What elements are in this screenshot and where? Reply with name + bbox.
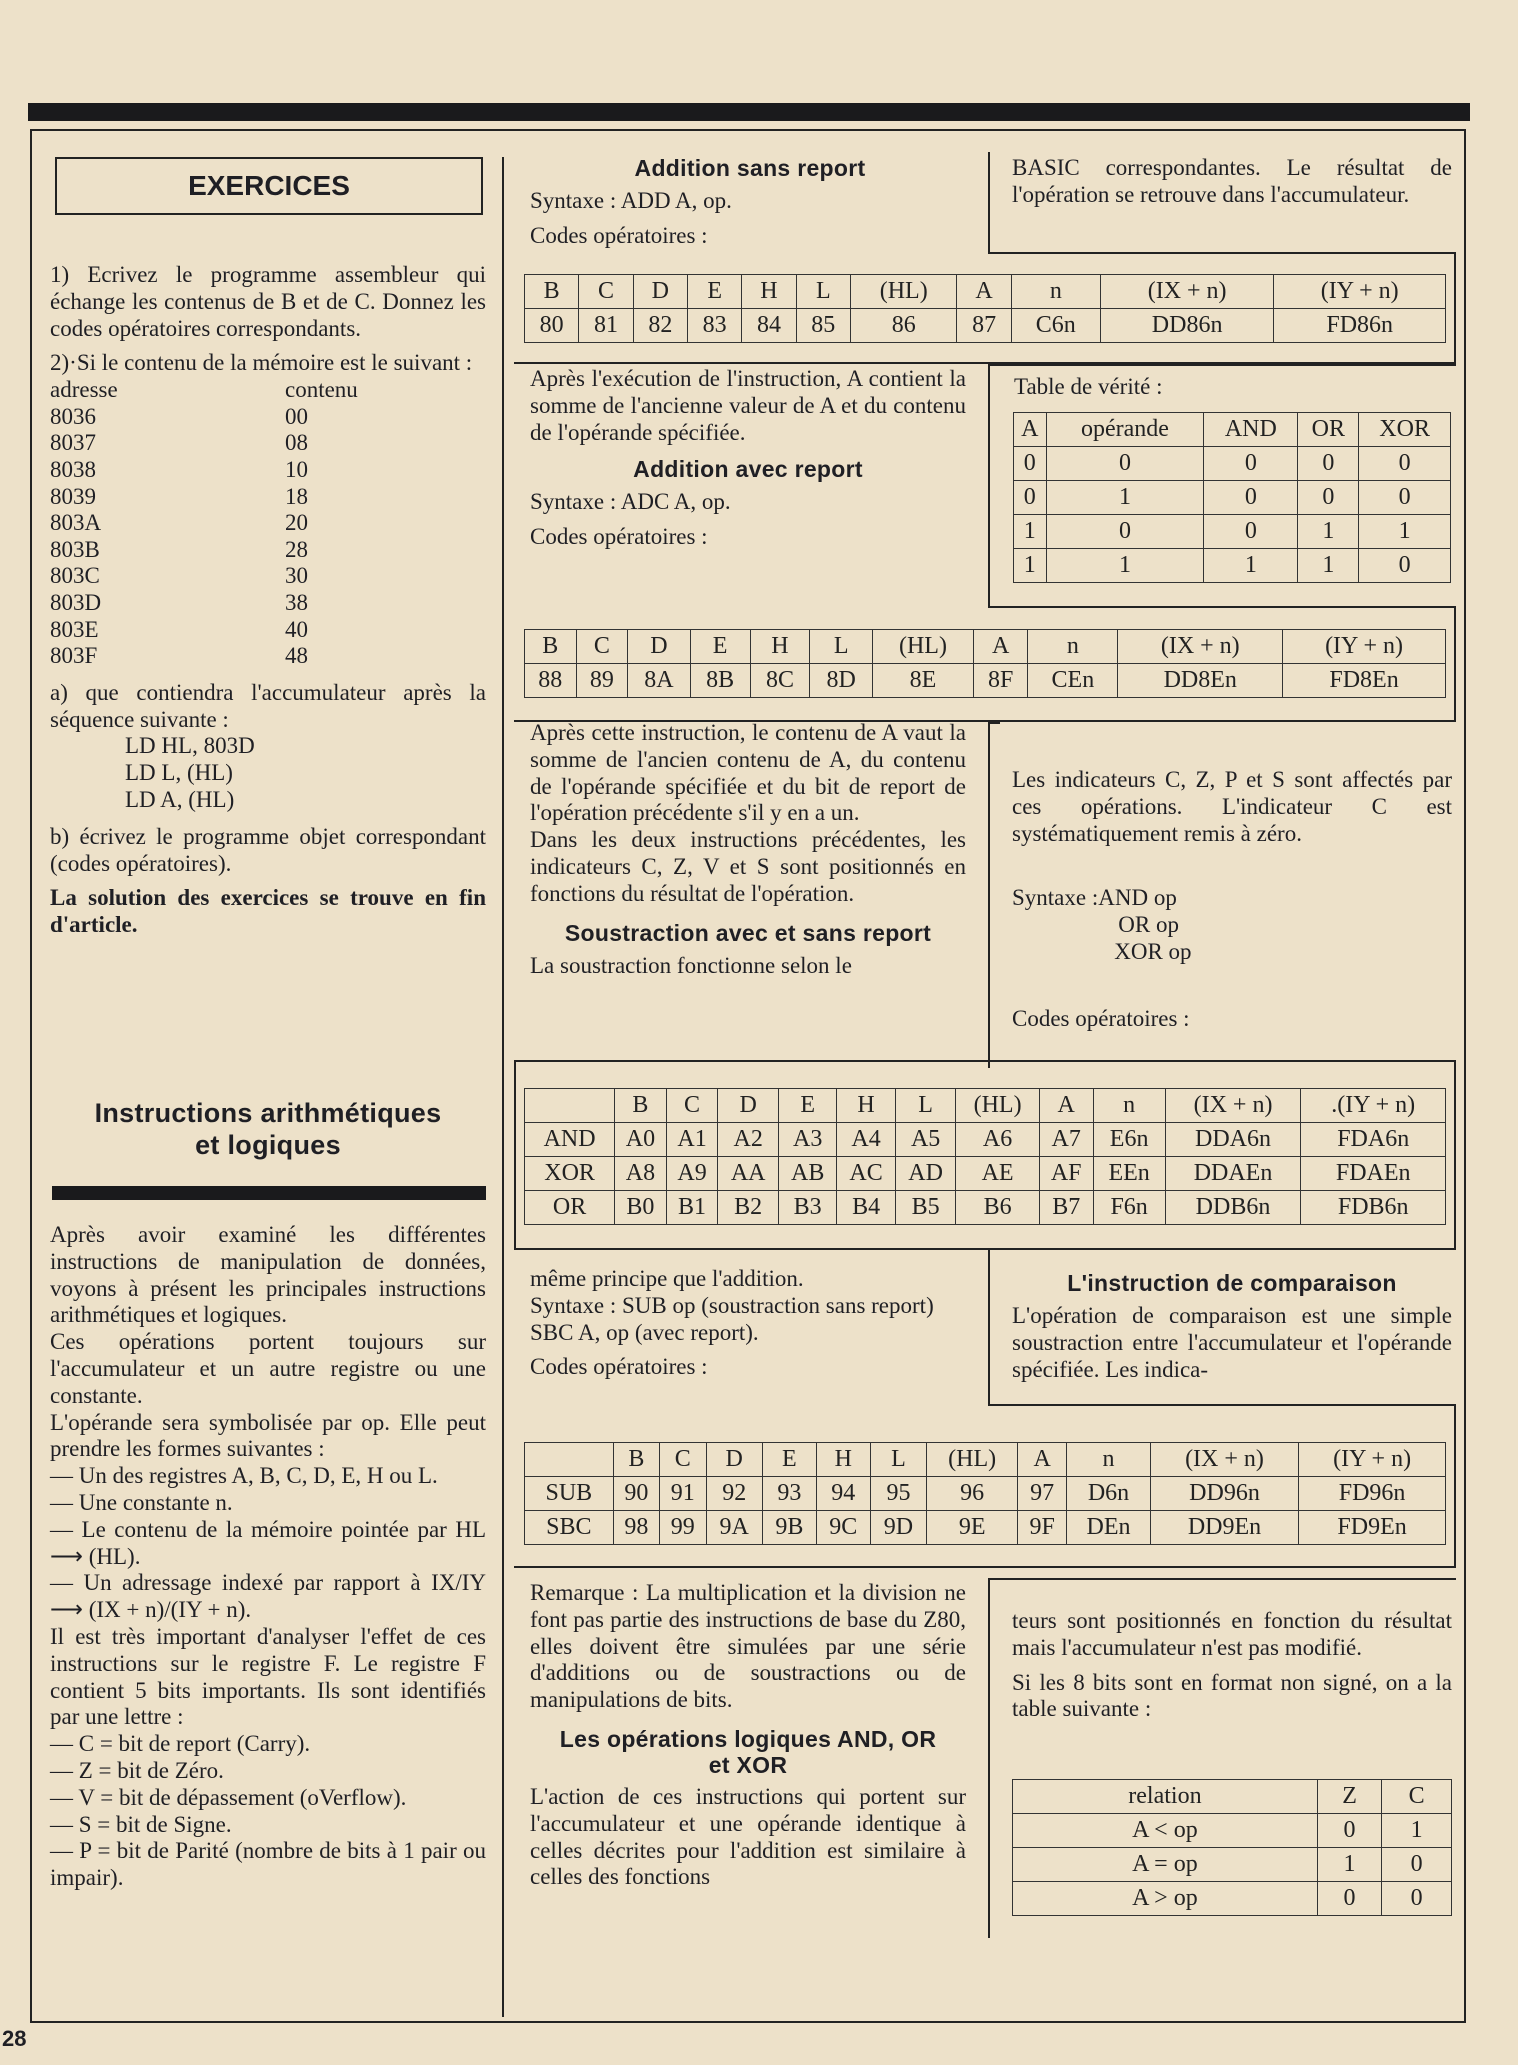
memory-content: 20	[285, 510, 308, 536]
memory-row	[50, 510, 486, 537]
table-cell: 9E	[927, 1511, 1018, 1545]
table-header-cell: (IX + n)	[1118, 630, 1283, 664]
table-cell: B1	[666, 1191, 718, 1225]
table-row	[1013, 1848, 1452, 1882]
table-cell: 96	[927, 1477, 1018, 1511]
opcode-cell: 8D	[810, 664, 873, 698]
exercises-title: EXERCICES	[55, 157, 483, 215]
table-cell: B6	[956, 1191, 1039, 1225]
table-header-row	[1013, 1780, 1452, 1814]
code-line: LD HL, 803D	[125, 733, 255, 759]
table-header-cell: A	[1039, 1089, 1093, 1123]
opcode-cell: 85	[796, 309, 850, 343]
compare-text-1: L'opération de comparaison est une simple soustraction entre l'accumulateur et l'opérande spécifiée. Les indica-	[1012, 1303, 1452, 1382]
table-cell: 98	[613, 1511, 659, 1545]
table-cell: B4	[837, 1191, 895, 1225]
table-cell: 0	[1382, 1848, 1452, 1882]
page-number: 28	[2, 2026, 27, 2051]
logic-flags-section	[1012, 767, 1452, 1033]
table-cell: 91	[660, 1477, 706, 1511]
table-header-cell: C	[660, 1443, 706, 1477]
table-cell: 1	[1298, 549, 1359, 583]
table-cell: B0	[615, 1191, 667, 1225]
memory-content: 48	[285, 643, 308, 669]
table-cell: 1	[1014, 549, 1047, 583]
table-cell: A9	[666, 1157, 718, 1191]
sub-title: Soustraction avec et sans report	[564, 919, 932, 946]
arith-title-line2: et logiques	[195, 1130, 341, 1160]
table-header-cell: D	[628, 630, 691, 664]
add-carry-title: Addition avec report	[633, 456, 863, 483]
add-no-carry-syntax: Syntaxe : ADD A, op.	[530, 188, 732, 213]
table-cell: 1	[1359, 515, 1451, 549]
table-cell: E6n	[1093, 1123, 1165, 1157]
table-header-cell: (IX + n)	[1150, 1443, 1298, 1477]
table-cell: F6n	[1093, 1191, 1165, 1225]
table-cell: A4	[837, 1123, 895, 1157]
table-cell: A7	[1039, 1123, 1093, 1157]
memory-address: 8038	[50, 456, 96, 482]
arith-paragraph: L'opérande sera symbolisée par op. Elle peut prendre les formes suivantes :	[50, 1409, 486, 1462]
table-header-cell: D	[718, 1089, 779, 1123]
table-header-cell: AND	[1204, 413, 1298, 447]
table-row	[1014, 549, 1451, 583]
code-line: LD A, (HL)	[125, 786, 235, 812]
arith-paragraph: — Le contenu de la mémoire pointée par HL ⟶ (HL).	[50, 1516, 486, 1569]
table-cell: DEn	[1067, 1511, 1151, 1545]
table-cell: 93	[762, 1477, 816, 1511]
table-cell: B5	[895, 1191, 956, 1225]
table-cell: XOR	[525, 1157, 615, 1191]
sub-syntax-2: SBC A, op (avec report).	[530, 1319, 759, 1345]
table-cell: DD9En	[1150, 1511, 1298, 1545]
table-cell: B7	[1039, 1191, 1093, 1225]
opcode-cell: 8A	[628, 664, 691, 698]
section-rule	[52, 1186, 486, 1200]
table-cell: 9B	[762, 1511, 816, 1545]
memory-address: 803F	[50, 643, 98, 669]
memory-address: 8039	[50, 483, 96, 509]
exercises-section	[50, 262, 486, 939]
table-cell: FD9En	[1299, 1511, 1446, 1545]
table-header-cell: (IX + n)	[1165, 1089, 1301, 1123]
table-header-cell: XOR	[1359, 413, 1451, 447]
table-cell: 0	[1014, 447, 1047, 481]
memory-address: 803D	[50, 589, 102, 615]
table-header-cell: C	[579, 275, 633, 309]
table-cell: A1	[666, 1123, 718, 1157]
table-cell: 9C	[816, 1511, 870, 1545]
logic-syntax	[1012, 885, 1452, 965]
table-header-cell: (IY + n)	[1299, 1443, 1446, 1477]
table-cell: A = op	[1013, 1848, 1318, 1882]
table-cell: 0	[1046, 447, 1204, 481]
arith-paragraph: — Un des registres A, B, C, D, E, H ou L.	[50, 1463, 438, 1489]
table-cell: 1	[1046, 481, 1204, 515]
table-header-cell: E	[778, 1089, 836, 1123]
table-header-cell: A	[1014, 413, 1047, 447]
memory-content: 10	[285, 456, 308, 482]
opcode-cell: C6n	[1011, 309, 1100, 343]
truth-table-section	[1014, 374, 1434, 401]
logic-syntax-line: OR op	[1118, 912, 1179, 938]
memory-row	[50, 537, 486, 564]
memory-row	[50, 457, 486, 484]
arith-paragraph: — S = bit de Signe.	[50, 1811, 232, 1837]
table-header-cell: H	[837, 1089, 895, 1123]
code-line: LD L, (HL)	[125, 760, 233, 786]
table-header-cell: E	[687, 275, 741, 309]
table-cell: 97	[1018, 1477, 1067, 1511]
table-cell: B3	[778, 1191, 836, 1225]
opcode-cell: 88	[525, 664, 577, 698]
table-cell: 1	[1046, 549, 1204, 583]
opcode-cell: 8B	[690, 664, 750, 698]
table-cell: 0	[1359, 481, 1451, 515]
table-header-cell: H	[742, 275, 796, 309]
compare-text-3: Si les 8 bits sont en format non signé, on a la table suivante :	[1012, 1669, 1452, 1722]
content-header: contenu	[285, 377, 358, 403]
logic-syntax-line: XOR op	[1114, 938, 1192, 964]
table-cell: B2	[718, 1191, 779, 1225]
memory-address: 8037	[50, 430, 96, 456]
add-carry-after-1: Après cette instruction, le contenu de A vaut la somme de l'ancien contenu de A, du contenu de l'opérande spécifiée et du bit de report de l'opération précédente s'il y en a un.	[530, 720, 966, 826]
frame-line	[988, 1250, 1000, 1404]
opcode-cell: 8F	[974, 664, 1028, 698]
memory-row	[50, 404, 486, 431]
table-header-cell: n	[1011, 275, 1100, 309]
table-cell: 0	[1298, 447, 1359, 481]
table-cell: SBC	[525, 1511, 614, 1545]
add-carry-after-2: Dans les deux instructions précédentes, les indicateurs C, Z, V et S sont positionnés en fonctions du résultat de l'opération.	[530, 827, 966, 906]
memory-content: 30	[285, 563, 308, 589]
exercise-2a: a) que contiendra l'accumulateur après la séquence suivante :	[50, 679, 486, 732]
table-cell: DDB6n	[1165, 1191, 1301, 1225]
arith-paragraph: Ces opérations portent toujours sur l'accumulateur et un autre registre ou une constante.	[50, 1329, 486, 1408]
table-cell: A > op	[1013, 1882, 1318, 1916]
table-cell: 1	[1014, 515, 1047, 549]
table-cell: DDA6n	[1165, 1123, 1301, 1157]
table-cell: 0	[1204, 447, 1298, 481]
table-header-cell: E	[762, 1443, 816, 1477]
table-header-cell: (IY + n)	[1283, 630, 1446, 664]
opcode-cell: DD86n	[1100, 309, 1274, 343]
solution-note: La solution des exercices se trouve en fin d'article.	[50, 885, 486, 938]
table-header-cell: relation	[1013, 1780, 1318, 1814]
compare-section	[1012, 1270, 1452, 1383]
table-header-cell: (IY + n)	[1274, 275, 1446, 309]
table-cell: FD96n	[1299, 1477, 1446, 1511]
truth-table-title: Table de vérité :	[1014, 374, 1163, 399]
table-row	[1013, 1882, 1452, 1916]
memory-content: 18	[285, 483, 308, 509]
table-cell: 9A	[706, 1511, 762, 1545]
logic-flags-text: Les indicateurs C, Z, P et S sont affectés par ces opérations. L'indicateur C est systématiquement remis à zéro.	[1012, 767, 1452, 846]
table-header-cell	[525, 1089, 615, 1123]
arith-paragraph: — Un adressage indexé par rapport à IX/IY ⟶ (IX + n)/(IY + n).	[50, 1570, 486, 1623]
table-header-cell: B	[615, 1089, 667, 1123]
table-header-cell: C	[576, 630, 628, 664]
table-cell: A5	[895, 1123, 956, 1157]
compare-table	[1012, 1779, 1452, 1916]
table-cell: 0	[1046, 515, 1204, 549]
table-cell: 1	[1204, 549, 1298, 583]
compare-cont	[1012, 1608, 1452, 1723]
opcode-cell: 84	[742, 309, 796, 343]
memory-content: 38	[285, 589, 308, 615]
exercise-1: 1) Ecrivez le programme assembleur qui échange les contenus de B et de C. Donnez les codes opératoires correspondants.	[50, 262, 486, 341]
table-row	[525, 1123, 1446, 1157]
table-cell: 9F	[1018, 1511, 1067, 1545]
table-header-cell: (HL)	[956, 1089, 1039, 1123]
table-cell: 99	[660, 1511, 706, 1545]
table-header-cell: H	[750, 630, 810, 664]
table-header-cell: A	[974, 630, 1028, 664]
table-cell: SUB	[525, 1477, 614, 1511]
table-row	[1014, 515, 1451, 549]
opcode-cell: FD8En	[1283, 664, 1446, 698]
table-header-cell: A	[957, 275, 1011, 309]
table-header-cell: L	[796, 275, 850, 309]
sub-codes-label: Codes opératoires :	[530, 1354, 708, 1380]
table-header-cell: C	[666, 1089, 718, 1123]
opcode-cell: DD8En	[1118, 664, 1283, 698]
opcode-cell: 82	[633, 309, 687, 343]
opcode-cell: 86	[850, 309, 956, 343]
table-cell: 0	[1204, 515, 1298, 549]
opcode-cell: CEn	[1028, 664, 1118, 698]
table-row	[1013, 1814, 1452, 1848]
table-header-cell: (HL)	[872, 630, 973, 664]
memory-row	[50, 563, 486, 590]
table-header-cell: B	[525, 630, 577, 664]
table-header-cell: E	[690, 630, 750, 664]
table-cell: 0	[1317, 1814, 1381, 1848]
top-rule	[28, 103, 1470, 121]
table-cell: A < op	[1013, 1814, 1318, 1848]
table-row	[525, 1191, 1446, 1225]
memory-content: 00	[285, 403, 308, 429]
table-header-cell: n	[1067, 1443, 1151, 1477]
logic-ops-title-1: Les opérations logiques AND, OR	[559, 1725, 937, 1752]
table-frame	[514, 1416, 1456, 1568]
frame-line	[1454, 1060, 1456, 1250]
memory-address: 803A	[50, 510, 102, 536]
arith-title	[50, 1097, 486, 1161]
table-cell: A2	[718, 1123, 779, 1157]
table-cell: AC	[837, 1157, 895, 1191]
sub-syntax-1: Syntaxe : SUB op (soustraction sans report)	[530, 1292, 934, 1318]
table-header-cell: Z	[1317, 1780, 1381, 1814]
basic-note-text: BASIC correspondantes. Le résultat de l'opération se retrouve dans l'accumulateur.	[1012, 155, 1452, 207]
table-cell: AD	[895, 1157, 956, 1191]
table-header-row	[1014, 413, 1451, 447]
memory-row	[50, 430, 486, 457]
arith-paragraph: — C = bit de report (Carry).	[50, 1731, 311, 1757]
table-cell: AB	[778, 1157, 836, 1191]
table-cell: FDAEn	[1301, 1157, 1446, 1191]
table-cell: 0	[1382, 1882, 1452, 1916]
table-header-cell: L	[895, 1089, 956, 1123]
column-divider	[502, 157, 504, 2017]
table-cell: 90	[613, 1477, 659, 1511]
arith-paragraph: — Une constante n.	[50, 1489, 233, 1515]
table-header-cell: B	[613, 1443, 659, 1477]
compare-title: L'instruction de comparaison	[1067, 1270, 1397, 1296]
opcode-cell: 89	[576, 664, 628, 698]
table-header-cell: H	[816, 1443, 870, 1477]
arith-paragraph: — V = bit de dépassement (oVerflow).	[50, 1784, 407, 1810]
remark-text: Remarque : La multiplication et la division ne font pas partie des instructions de base du Z80, elles doivent être simulées par une série d'additions ou de soustractions ou de manipulations de bits.	[530, 1580, 966, 1713]
memory-list	[50, 404, 486, 670]
table-cell: 0	[1317, 1882, 1381, 1916]
table-cell: AE	[956, 1157, 1039, 1191]
logic-codes-label: Codes opératoires :	[1012, 1005, 1190, 1031]
table-header-cell: A	[1018, 1443, 1067, 1477]
truth-table	[1013, 412, 1451, 583]
table-cell: DDAEn	[1165, 1157, 1301, 1191]
table-cell: A0	[615, 1123, 667, 1157]
table-cell: A6	[956, 1123, 1039, 1157]
frame-line	[988, 722, 1000, 1060]
memory-row	[50, 590, 486, 617]
table-header-cell: (HL)	[927, 1443, 1018, 1477]
table-cell: AND	[525, 1123, 615, 1157]
compare-text-2: teurs sont positionnés en fonction du résultat mais l'accumulateur n'est pas modifié.	[1012, 1608, 1452, 1660]
table-header-cell: L	[870, 1443, 926, 1477]
arith-paragraph: — P = bit de Parité (nombre de bits à 1 pair ou impair).	[50, 1838, 486, 1891]
opcode-cell: 87	[957, 309, 1011, 343]
table-row	[525, 1157, 1446, 1191]
arith-body	[50, 1222, 486, 1892]
frame-line	[988, 1404, 1456, 1416]
table-header-cell: opérande	[1046, 413, 1204, 447]
add-no-carry-after	[530, 366, 966, 551]
memory-address: 803C	[50, 563, 100, 589]
table-cell: A8	[615, 1157, 667, 1191]
table-header-cell: C	[1382, 1780, 1452, 1814]
add-no-carry-after-text: Après l'exécution de l'instruction, A contient la somme de l'ancienne valeur de A et du contenu de l'opérande spécifiée.	[530, 366, 966, 445]
table-cell: 1	[1382, 1814, 1452, 1848]
table-header-cell: n	[1093, 1089, 1165, 1123]
add-carry-syntax: Syntaxe : ADC A, op.	[530, 489, 731, 515]
table-row	[1014, 481, 1451, 515]
sub-cont-text: même principe que l'addition.	[530, 1266, 804, 1291]
add-carry-codes-label: Codes opératoires :	[530, 524, 708, 550]
table-cell: 1	[1298, 515, 1359, 549]
table-cell: FDA6n	[1301, 1123, 1446, 1157]
table-cell: 95	[870, 1477, 926, 1511]
opcode-cell: 8E	[872, 664, 973, 698]
table-header-cell: D	[706, 1443, 762, 1477]
table-cell: A3	[778, 1123, 836, 1157]
memory-address: 8036	[50, 403, 96, 429]
opcode-cell: FD86n	[1274, 309, 1446, 343]
table-header-cell: (HL)	[850, 275, 956, 309]
arith-paragraph: — Z = bit de Zéro.	[50, 1757, 224, 1783]
memory-row	[50, 617, 486, 644]
table-cell: 94	[816, 1477, 870, 1511]
memory-address: 803B	[50, 536, 100, 562]
table-cell: AF	[1039, 1157, 1093, 1191]
opcode-cell: 81	[579, 309, 633, 343]
opcode-cell: 8C	[750, 664, 810, 698]
address-header: adresse	[50, 377, 118, 403]
memory-content: 08	[285, 430, 308, 456]
add-no-carry-section	[530, 155, 970, 250]
table-row	[1014, 447, 1451, 481]
logic-table	[524, 1088, 1446, 1225]
table-cell: 0	[1204, 481, 1298, 515]
add-no-carry-codes-label: Codes opératoires :	[530, 222, 708, 248]
table-header-cell: D	[633, 275, 687, 309]
table-cell: 0	[1359, 549, 1451, 583]
sub-intro: La soustraction fonctionne selon le	[530, 952, 852, 978]
table-frame	[514, 262, 1456, 364]
arith-paragraph: Il est très important d'analyser l'effet de ces instructions sur le registre F. Le registre F contient 5 bits importants. Ils sont identifiés par une lettre :	[50, 1623, 486, 1730]
logic-syntax-line: AND op	[1098, 885, 1177, 911]
table-header-cell: .(IY + n)	[1301, 1089, 1446, 1123]
table-cell: 0	[1359, 447, 1451, 481]
table-cell: 92	[706, 1477, 762, 1511]
table-cell: 0	[1014, 481, 1047, 515]
remark-section	[530, 1580, 966, 1891]
table-cell: 1	[1317, 1848, 1381, 1882]
opcode-cell: 83	[687, 309, 741, 343]
table-frame	[514, 618, 1456, 722]
table-header-cell: B	[525, 275, 579, 309]
table-cell: OR	[525, 1191, 615, 1225]
opcode-cell: 80	[525, 309, 579, 343]
logic-syntax-label: Syntaxe :	[1012, 885, 1099, 911]
logic-ops-title-2: et XOR	[708, 1751, 788, 1778]
memory-address: 803E	[50, 616, 99, 642]
arith-title-line1: Instructions arithmétiques	[94, 1098, 442, 1128]
sub-cont	[530, 1266, 966, 1381]
table-header-row	[525, 1089, 1446, 1123]
memory-table-header	[50, 377, 486, 404]
table-header-cell: (IX + n)	[1100, 275, 1274, 309]
table-cell: DD96n	[1150, 1477, 1298, 1511]
memory-row	[50, 643, 486, 670]
table-header-cell: n	[1028, 630, 1118, 664]
table-cell: 0	[1298, 481, 1359, 515]
table-header-cell: L	[810, 630, 873, 664]
table-cell: EEn	[1093, 1157, 1165, 1191]
add-no-carry-title: Addition sans report	[634, 155, 866, 181]
table-cell: AA	[718, 1157, 779, 1191]
arith-paragraph: Après avoir examiné les différentes instructions de manipulation de données, voyons à présent les principales instructions arithmétiques et logiques.	[50, 1222, 486, 1328]
table-cell: 9D	[870, 1511, 926, 1545]
add-carry-after	[530, 720, 966, 979]
table-header-cell: OR	[1298, 413, 1359, 447]
memory-row	[50, 484, 486, 511]
basic-note	[1012, 155, 1452, 209]
memory-content: 28	[285, 536, 308, 562]
table-cell: D6n	[1067, 1477, 1151, 1511]
exercise-2b: b) écrivez le programme objet correspondant (codes opératoires).	[50, 823, 486, 876]
exercise-2-intro: 2)·Si le contenu de la mémoire est le suivant :	[50, 350, 473, 376]
memory-content: 40	[285, 616, 308, 642]
table-cell: FDB6n	[1301, 1191, 1446, 1225]
logic-ops-text: L'action de ces instructions qui portent sur l'accumulateur et une opérande identique à celles décrites pour l'addition est similaire à celles des fonctions	[530, 1783, 966, 1890]
